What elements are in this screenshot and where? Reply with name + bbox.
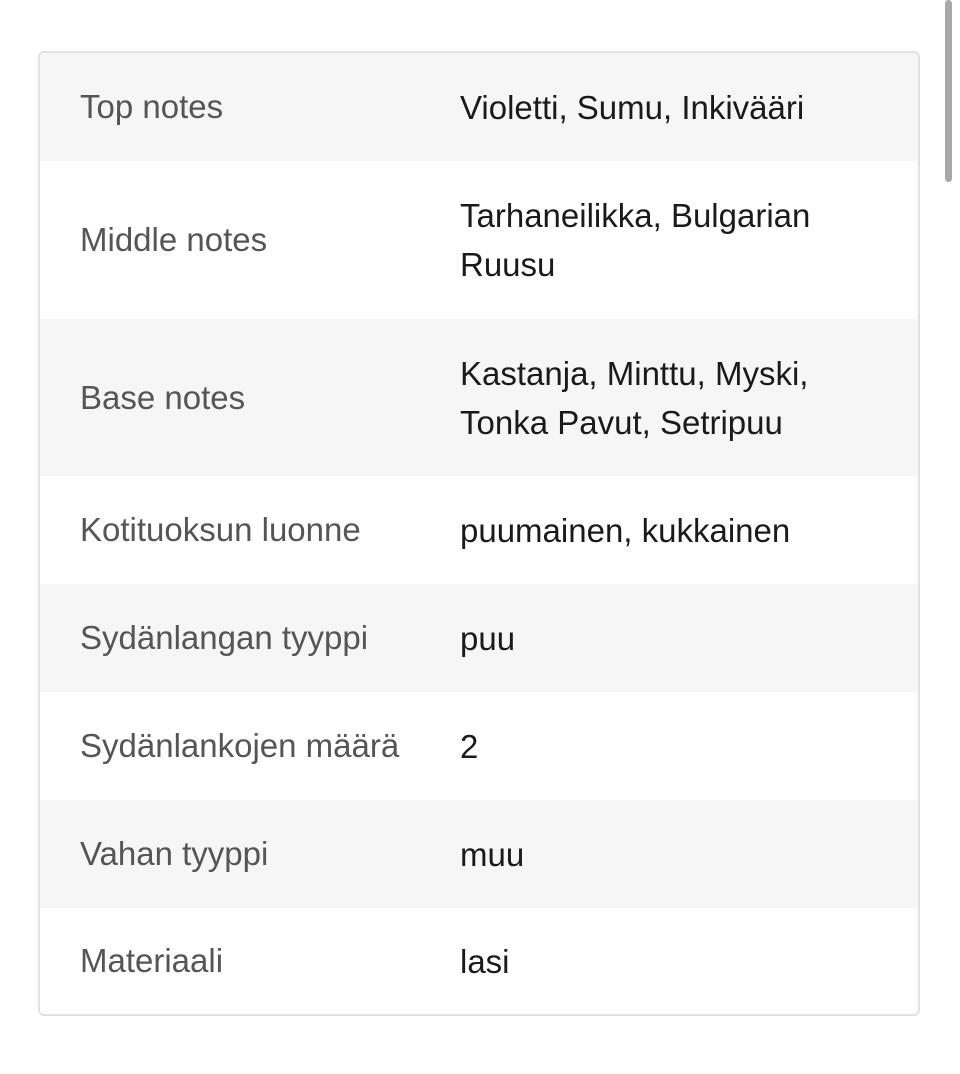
spec-value: muu: [460, 835, 525, 873]
spec-label: Top notes: [80, 88, 224, 125]
spec-label: Middle notes: [80, 221, 268, 258]
table-row: [40, 800, 918, 908]
spec-value: puumainen, kukkainen: [460, 511, 791, 549]
table-row: [40, 692, 918, 800]
spec-label: Sydänlankojen määrä: [80, 727, 400, 764]
spec-value: Kastanja, Minttu, Myski, Tonka Pavut, Setripuu: [460, 354, 809, 441]
spec-value: Violetti, Sumu, Inkivääri: [460, 88, 805, 126]
spec-label: Base notes: [80, 378, 246, 416]
scrollbar-thumb[interactable]: [945, 0, 952, 182]
table-row: [40, 584, 918, 692]
table-row: [40, 319, 918, 476]
product-spec-table: [38, 51, 920, 1016]
table-row: [40, 476, 918, 584]
spec-value: Tarhaneilikka, Bulgarian Ruusu: [460, 197, 811, 283]
spec-value: lasi: [460, 942, 510, 980]
spec-label: Kotituoksun luonne: [80, 511, 361, 548]
spec-label: Sydänlangan tyyppi: [80, 619, 369, 656]
table-row: [40, 161, 918, 319]
table-row: [40, 53, 918, 161]
spec-label: Vahan tyyppi: [80, 835, 269, 872]
table-row: [40, 908, 918, 1014]
spec-value: 2: [460, 727, 479, 765]
spec-label: Materiaali: [80, 942, 224, 979]
spec-value: puu: [460, 619, 516, 657]
